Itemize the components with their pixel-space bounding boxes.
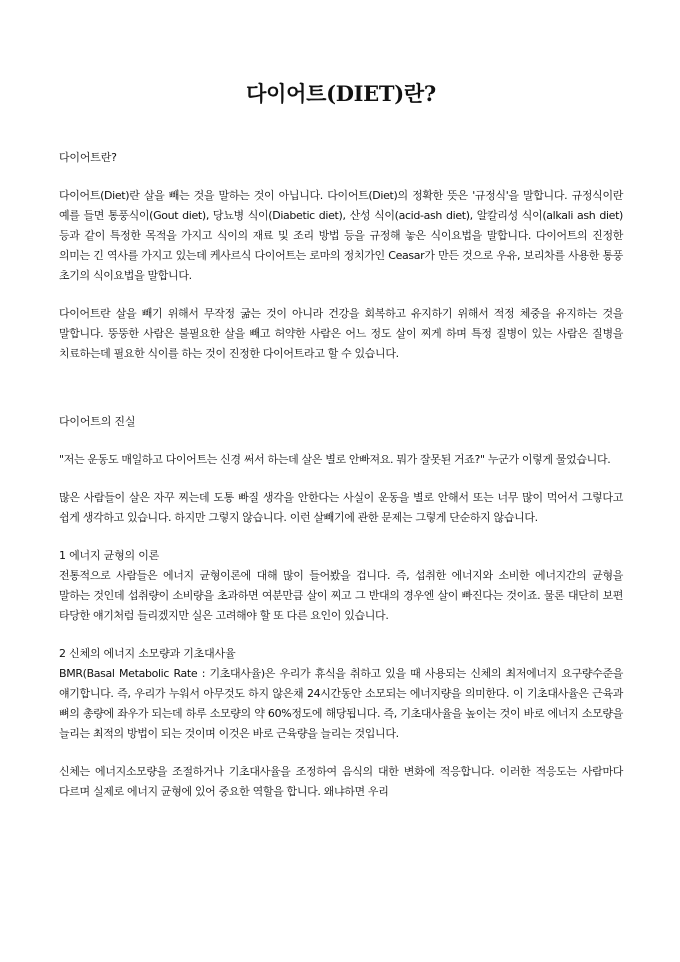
spacer	[59, 528, 623, 546]
spacer	[59, 470, 623, 488]
spacer	[59, 286, 623, 304]
spacer	[59, 432, 623, 450]
document-page	[59, 80, 623, 802]
spacer	[59, 626, 623, 644]
paragraph-diet-meaning: 다이어트란 살을 빼기 위해서 무작정 굶는 것이 아니라 건강을 회복하고 유지하기 위해서 적정 체중을 유지하는 것을 말합니다. 뚱뚱한 사람은 불필요한 살을 빼고 허약한 사람은 어느 정도 살이 찌게 하며 특정 질병이 있는 사람은 질병을 치료하는데 필요한 식이를 하는 것이 진정한 다이어트라고 할 수 있습니다.	[59, 307, 623, 360]
spacer	[59, 168, 623, 186]
section-heading-diet-truth: 다이어트의 진실	[59, 415, 136, 428]
paragraph-quote: "저는 운동도 매일하고 다이어트는 신경 써서 하는데 살은 별로 안빠져요. 뭐가 잘못된 거죠?" 누군가 이렇게 물었습니다.	[59, 453, 611, 466]
paragraph-energy-balance: 전통적으로 사람들은 에너지 균형이론에 대해 많이 들어봤을 겁니다. 즉, 섭취한 에너지와 소비한 에너지간의 균형을 말하는 것인데 섭취량이 소비량을 초과하면 여분만큼 살이 찌고 그 반대의 경우엔 살이 빠진다는 것이죠. 물론 대단히 보편 타당한 얘기처럼 들리겠지만 실은 고려해야 할 또 다른 요인이 있습니다.	[59, 569, 623, 622]
paragraph-common-belief: 많은 사람들이 살은 자꾸 찌는데 도통 빠질 생각을 안한다는 사실이 운동을 별로 안해서 또는 너무 많이 먹어서 그렇다고 쉽게 생각하고 있습니다. 하지만 그렇지 않습니다. 이런 살빼기에 관한 문제는 그렇게 단순하지 않습니다.	[59, 491, 623, 524]
spacer	[59, 744, 623, 762]
paragraph-diet-definition: 다이어트(Diet)란 살을 빼는 것을 말하는 것이 아닙니다. 다이어트(Diet)의 정확한 뜻은 '규정식'을 말합니다. 규정식이란 예를 들면 통풍식이(Gout diet), 당뇨병 식이(Diabetic diet), 산성 식이(acid-ash diet), 알칼리성 식이(alkali ash diet)등과 같이 특정한 목적을 가지고 식이의 재료 및 조리 방법 등을 규정해 놓은 식이요법을 말합니다. 다이어트의 진정한 의미는 긴 역사를 가지고 있는데 케사르식 다이어트는 로마의 정치가인 Ceasar가 만든 것으로 우유, 보리차를 사용한 통풍 초기의 식이요법을 말합니다.	[59, 189, 623, 282]
section-heading-what-is-diet: 다이어트란?	[59, 151, 117, 164]
paragraph-adaptation: 신체는 에너지소모량을 조절하거나 기초대사율을 조정하여 음식의 대한 변화에 적응합니다. 이러한 적응도는 사람마다 다르며 실제로 에너지 균형에 있어 중요한 역할을 합니다. 왜냐하면 우리	[59, 765, 623, 798]
paragraph-bmr: BMR(Basal Metabolic Rate : 기초대사율)은 우리가 휴식을 취하고 있을 때 사용되는 신체의 최저에너지 요구량수준을 얘기합니다. 즉, 우리가 누워서 아무것도 하지 않은채 24시간동안 소모되는 에너지량을 의미한다. 이 기초대사율은 근육과 뼈의 총량에 좌우가 되는데 하루 소모량의 약 60%정도에 해당됩니다. 즉, 기초대사율을 높이는 것이 바로 에너지 소모량을 늘리는 최적의 방법이 되는 것이며 이것은 바로 근육량을 늘리는 것입니다.	[59, 667, 623, 740]
section-heading-bmr: 2 신체의 에너지 소모량과 기초대사율	[59, 647, 236, 660]
document-title: 다이어트(DIET)란?	[246, 81, 436, 106]
spacer	[59, 364, 623, 412]
section-heading-energy-balance: 1 에너지 균형의 이론	[59, 549, 160, 562]
